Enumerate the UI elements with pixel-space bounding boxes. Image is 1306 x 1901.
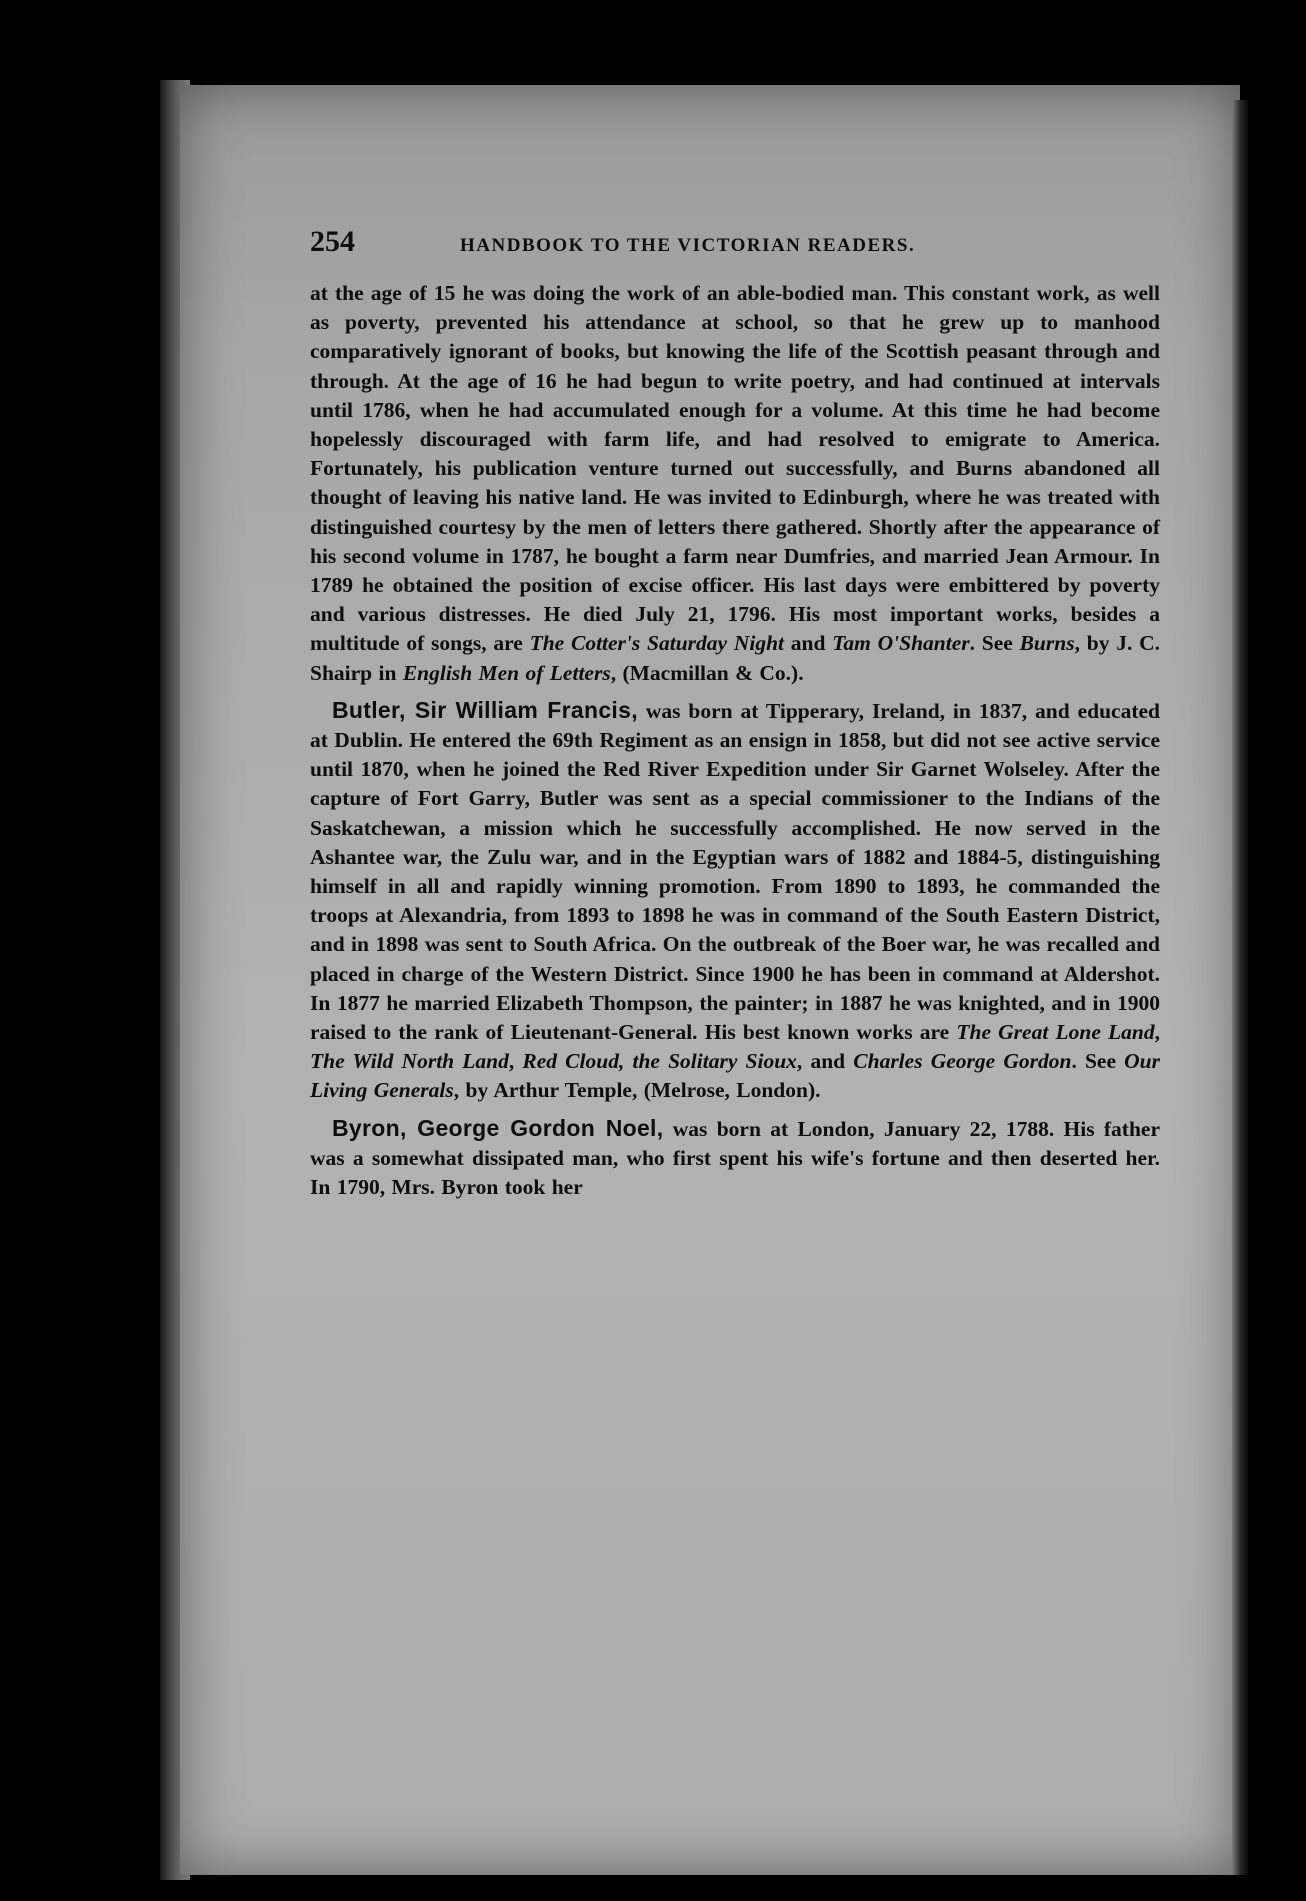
work-title: Burns xyxy=(1019,631,1075,656)
work-title: Our Living Generals xyxy=(310,1049,1161,1103)
page-header xyxy=(310,225,1160,259)
page-edge xyxy=(1232,100,1248,1875)
text-run: . See xyxy=(969,631,1020,656)
text-run: was born at Tipperary, Ireland, in 1837, and educated at Dublin. He entered the 69th Regiment as an ensign in 1858, but did not see active service until 1870, when he joined the Red River Expedition under Sir Garnet Wolseley. After the capture of Fort Garry, Butler was sent as a special commissioner to the Indians of the Saskatchewan, a mission which he successfully accomplished. He now served in the Ashantee war, the Zulu war, and in the Egyptian wars of 1882 and 1884-5, distinguishing himself in all and rapidly winning promotion. From 1890 to 1893, he commanded the troops at Alexandria, from 1893 to 1898 he was in command of the South Eastern District, and in 1898 was sent to South Africa. On the outbreak of the Boer war, he was recalled and placed in charge of the Western District. Since 1900 he has been in command at Aldershot. In 1877 he married Elizabeth Thompson, the painter; in 1887 he was knighted, and in 1900 raised to the rank of Lieutenant-General. His best known works are xyxy=(310,698,1160,1045)
work-title: Tam O'Shanter xyxy=(832,631,970,656)
page-number: 254 xyxy=(310,225,355,258)
text-run: , (Macmillan & Co.). xyxy=(610,660,804,685)
text-run: and xyxy=(784,631,833,656)
text-run: , and xyxy=(796,1049,854,1074)
entry-heading: Byron, George Gordon Noel, xyxy=(332,1114,664,1141)
text-run: , by J. C. Shairp in xyxy=(310,631,1160,685)
work-title: Charles George Gordon xyxy=(853,1049,1072,1074)
text-run: at the age of 15 he was doing the work of an able-bodied man. This constant work, as well as poverty, prevented his attendance at school, so that he grew up to manhood comparatively ignorant of books, but knowing the life of the Scottish peasant through and through. At the age of 16 he had begun to write poetry, and had continued at intervals until 1786, when he had accumulated enough for a volume. At this time he had become hopelessly discouraged with farm life, and had resolved to emigrate to America. Fortunately, his publication venture turned out successfully, and Burns abandoned all thought of leaving his native land. He was invited to Edinburgh, where he was treated with distinguished courtesy by the men of letters there gathered. Shortly after the appearance of his second volume in 1787, he bought a farm near Dumfries, and married Jean Armour. In 1789 he obtained the position of excise officer. His last days were embittered by poverty and various distresses. He died July 21, 1796. His most important works, besides a multitude of songs, are xyxy=(310,281,1160,656)
butler-entry xyxy=(310,696,1160,1106)
work-title: English Men of Letters xyxy=(402,660,611,685)
text-run: , xyxy=(508,1049,523,1074)
text-run: was born at London, January 22, 1788. His father was a somewhat dissipated man, who first spent his wife's fortune and then deserted her. In 1790, Mrs. Byron took her xyxy=(310,1116,1161,1200)
burns-entry-continuation xyxy=(310,279,1160,688)
work-title: Red Cloud, the Solitary Sioux xyxy=(522,1049,797,1074)
text-run: , by Arthur Temple, (Melrose, London). xyxy=(453,1078,821,1103)
byron-entry xyxy=(310,1114,1160,1203)
text-run: , xyxy=(1154,1020,1160,1045)
work-title: The Cotter's Saturday Night xyxy=(529,631,785,656)
running-head: HANDBOOK TO THE VICTORIAN READERS. xyxy=(460,235,916,256)
page-content xyxy=(310,225,1160,1202)
work-title: The Great Lone Land xyxy=(956,1020,1155,1045)
entry-heading: Butler, Sir William Francis, xyxy=(332,696,638,723)
text-run: . See xyxy=(1071,1049,1125,1074)
work-title: The Wild North Land xyxy=(310,1049,509,1074)
